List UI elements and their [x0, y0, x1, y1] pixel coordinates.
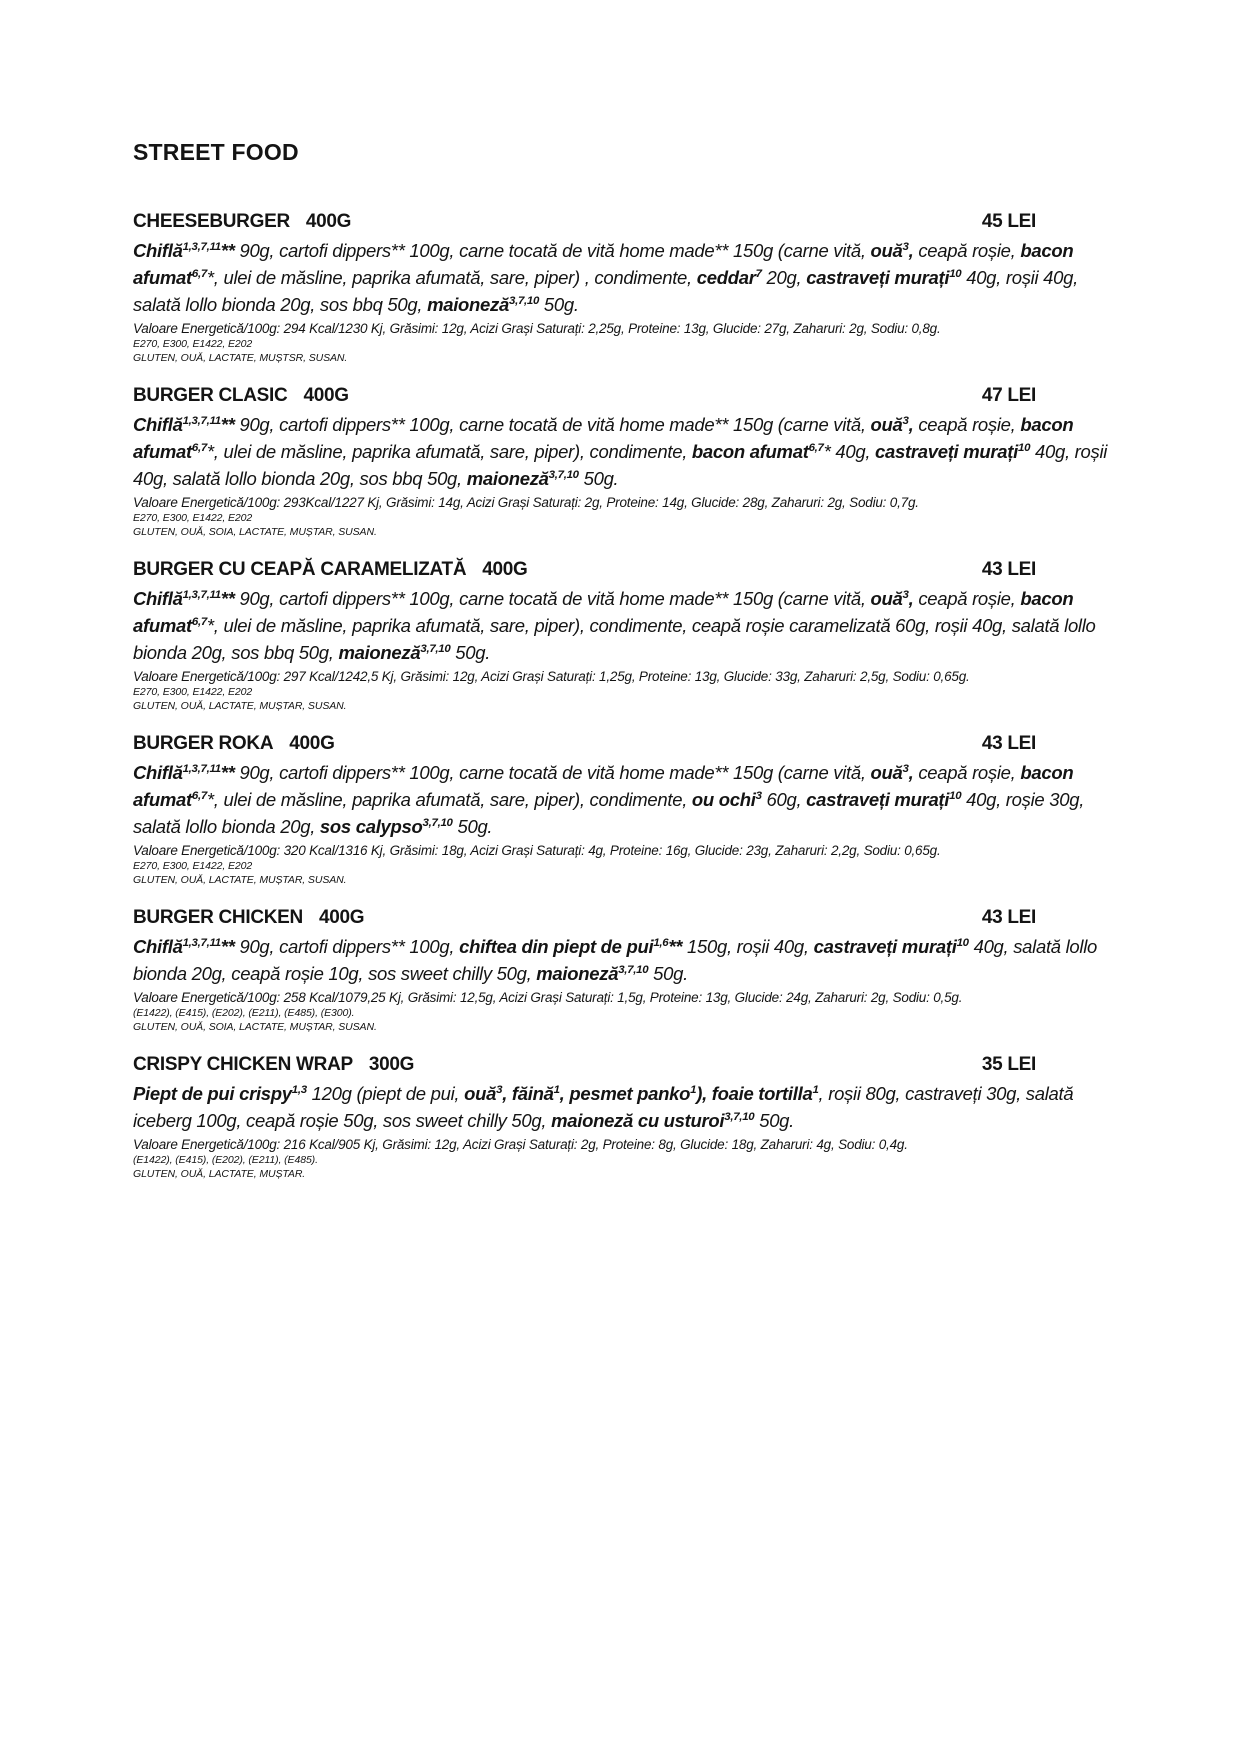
- description-segment: Chiflă: [133, 936, 183, 957]
- description-segment: ou ochi: [691, 789, 756, 810]
- item-name-group: [133, 384, 349, 407]
- menu-item-header: [133, 210, 1128, 233]
- description-segment: 3,7,10: [618, 963, 649, 976]
- description-segment: ceapă roșie,: [918, 762, 1021, 783]
- description-segment: 50g.: [452, 816, 493, 837]
- description-segment: 6,7: [191, 267, 207, 280]
- description-segment: Chiflă: [133, 240, 183, 261]
- menu-item-header: [133, 906, 1128, 929]
- item-nutrition: Valoare Energetică/100g: 297 Kcal/1242,5 Kj, Grăsimi: 12g, Acizi Grași Saturați: 1,25g, Proteine: 13g, Glucide: 33g, Zaharuri: 2,5g, Sodiu: 0,65g.: [133, 669, 970, 684]
- description-segment: 1: [690, 1083, 697, 1096]
- description-segment: 3: [755, 789, 762, 802]
- item-price: 35 LEI: [981, 1054, 1036, 1075]
- description-segment: 3: [902, 414, 909, 427]
- description-segment: 60g,: [761, 789, 807, 810]
- description-segment: sos calypso: [319, 816, 423, 837]
- item-additives: E270, E300, E1422, E202: [133, 686, 253, 698]
- menu-item: [133, 732, 1128, 886]
- item-nutrition: Valoare Energetică/100g: 294 Kcal/1230 Kj, Grăsimi: 12g, Acizi Grași Saturați: 2,25g, Proteine: 13g, Glucide: 27g, Zaharuri: 2g, Sodiu: 0,8g.: [133, 321, 941, 336]
- description-segment: 1,3: [291, 1083, 307, 1096]
- description-segment: 1,6: [653, 936, 669, 949]
- description-segment: 10: [956, 936, 969, 949]
- item-allergens: GLUTEN, OUĂ, SOIA, LACTATE, MUȘTAR, SUSAN.: [133, 525, 377, 538]
- description-segment: 7: [755, 267, 762, 280]
- description-segment: 3: [902, 588, 909, 601]
- item-weight: 400G: [305, 211, 352, 232]
- item-weight: 400G: [289, 733, 335, 754]
- description-segment: bacon afumat: [133, 414, 1074, 462]
- description-segment: foaie tortilla: [711, 1083, 813, 1104]
- item-allergens: GLUTEN, OUĂ, SOIA, LACTATE, MUȘTAR, SUSAN.: [133, 1020, 377, 1033]
- description-segment: 3,7,10: [420, 642, 451, 655]
- description-segment: maioneză: [338, 642, 421, 663]
- description-segment: 120g (piept de pui,: [306, 1083, 465, 1104]
- description-segment: **: [220, 240, 235, 261]
- description-segment: 50g.: [450, 642, 491, 663]
- description-segment: bacon afumat: [691, 441, 809, 462]
- item-allergens: GLUTEN, OUĂ, LACTATE, MUȘTAR.: [133, 1167, 306, 1180]
- description-segment: 1,3,7,11: [182, 762, 221, 775]
- item-price: 43 LEI: [981, 733, 1036, 754]
- menu-item: [133, 1053, 1128, 1180]
- menu-item-header: [133, 732, 1128, 755]
- description-segment: ,: [908, 762, 919, 783]
- item-nutrition: Valoare Energetică/100g: 216 Kcal/905 Kj, Grăsimi: 12g, Acizi Grași Saturați: 2g, Proteine: 8g, Glucide: 18g, Zaharuri: 4g, Sodiu: 0,4g.: [133, 1137, 908, 1152]
- description-segment: 10: [1017, 441, 1031, 454]
- description-segment: ,: [502, 1083, 512, 1104]
- item-additives: (E1422), (E415), (E202), (E211), (E485), (E300).: [133, 1007, 355, 1019]
- description-segment: 50g.: [648, 963, 688, 984]
- description-segment: 50g.: [754, 1110, 795, 1131]
- item-price: 43 LEI: [981, 559, 1036, 580]
- description-segment: 1: [812, 1083, 819, 1096]
- menu-item-list: [133, 210, 1128, 1180]
- description-segment: castraveți murați: [875, 441, 1018, 462]
- menu-item-header: [133, 558, 1128, 581]
- item-allergens: GLUTEN, OUĂ, LACTATE, MUȘTSR, SUSAN.: [133, 351, 348, 364]
- description-segment: *, ulei de măsline, paprika afumată, sare, piper) , condimente,: [206, 267, 697, 288]
- description-segment: 40g, roșii 40g, salată lollo bionda 20g, sos bbq 50g,: [133, 267, 1078, 315]
- description-segment: ,: [908, 588, 919, 609]
- description-segment: 3,7,10: [422, 816, 453, 829]
- item-weight: 400G: [482, 559, 528, 580]
- description-segment: Chiflă: [133, 588, 183, 609]
- description-segment: 40g, salată lollo bionda 20g, ceapă roșie 10g, sos sweet chilly 50g,: [133, 936, 1098, 984]
- menu-item-header: [133, 384, 1128, 407]
- description-segment: ceapă roșie,: [918, 414, 1021, 435]
- item-description: [133, 411, 1128, 492]
- description-segment: bacon afumat: [133, 240, 1074, 288]
- description-segment: ceapă roșie,: [918, 240, 1021, 261]
- description-segment: 1,3,7,11: [182, 936, 221, 949]
- description-segment: 150g, roșii 40g,: [682, 936, 814, 957]
- menu-item-header: [133, 1053, 1128, 1076]
- description-segment: Chiflă: [133, 762, 183, 783]
- menu-item: [133, 384, 1128, 538]
- description-segment: ouă: [870, 414, 903, 435]
- page-title: STREET FOOD: [133, 139, 299, 165]
- description-segment: 20g,: [761, 267, 807, 288]
- description-segment: 6,7: [191, 789, 207, 802]
- description-segment: 1,3,7,11: [182, 240, 221, 253]
- description-segment: 40g, roșie 30g, salată lollo bionda 20g,: [133, 789, 1085, 837]
- description-segment: 50g.: [539, 294, 579, 315]
- description-segment: **: [668, 936, 683, 957]
- description-segment: **: [220, 588, 235, 609]
- description-segment: **: [220, 762, 235, 783]
- description-segment: maioneză: [427, 294, 509, 315]
- description-segment: maioneză cu usturoi: [551, 1110, 725, 1131]
- item-name: BURGER CU CEAPĂ CARAMELIZATĂ: [133, 559, 467, 580]
- description-segment: *, ulei de măsline, paprika afumată, sare, piper), condimente, ceapă roșie caramelizată 60g, roșii 40g, salată lollo bionda 20g, sos bbq 50g,: [133, 615, 1096, 663]
- item-nutrition: Valoare Energetică/100g: 320 Kcal/1316 Kj, Grăsimi: 18g, Acizi Grași Saturați: 4g, Proteine: 16g, Glucide: 23g, Zaharuri: 2,2g, Sodiu: 0,65g.: [133, 843, 941, 858]
- description-segment: *, ulei de măsline, paprika afumată, sare, piper), condimente,: [206, 789, 692, 810]
- item-additives: E270, E300, E1422, E202: [133, 338, 253, 350]
- item-description: [133, 585, 1128, 666]
- item-name-group: [133, 732, 335, 755]
- description-segment: castraveți murați: [806, 789, 950, 810]
- menu-item: [133, 906, 1128, 1033]
- menu-item: [133, 558, 1128, 712]
- description-segment: ,: [559, 1083, 570, 1104]
- item-additives: E270, E300, E1422, E202: [133, 512, 253, 524]
- item-name-group: [133, 558, 528, 581]
- item-name: CRISPY CHICKEN WRAP: [133, 1054, 353, 1075]
- description-segment: ouă: [870, 240, 903, 261]
- item-name: BURGER ROKA: [133, 733, 274, 754]
- description-segment: 90g, cartofi dippers** 100g,: [234, 936, 460, 957]
- description-segment: bacon afumat: [133, 762, 1074, 810]
- item-allergens: GLUTEN, OUĂ, LACTATE, MUȘTAR, SUSAN.: [133, 873, 347, 886]
- description-segment: 10: [949, 267, 962, 280]
- description-segment: **: [220, 414, 235, 435]
- description-segment: făină: [511, 1083, 554, 1104]
- description-segment: Chiflă: [133, 414, 183, 435]
- description-segment: ouă: [464, 1083, 497, 1104]
- description-segment: ,: [908, 240, 919, 261]
- description-segment: , roșii 80g, castraveți 30g, salată iceberg 100g, ceapă roșie 50g, sos sweet chilly 50g,: [133, 1083, 1074, 1131]
- item-nutrition: Valoare Energetică/100g: 258 Kcal/1079,25 Kj, Grăsimi: 12,5g, Acizi Grași Saturați: 1,5g, Proteine: 13g, Glucide: 24g, Zaharuri: 2g, Sodiu: 0,5g.: [133, 990, 963, 1005]
- item-name: CHEESEBURGER: [133, 211, 290, 232]
- description-segment: maioneză: [536, 963, 619, 984]
- item-nutrition: Valoare Energetică/100g: 293Kcal/1227 Kj, Grăsimi: 14g, Acizi Grași Saturați: 2g, Proteine: 14g, Glucide: 28g, Zaharuri: 2g, Sodiu: 0,7g.: [133, 495, 919, 510]
- item-name: BURGER CLASIC: [133, 385, 288, 406]
- item-price: 43 LEI: [981, 907, 1036, 928]
- item-weight: 300G: [368, 1054, 415, 1075]
- description-segment: 90g, cartofi dippers** 100g, carne tocată de vită home made** 150g (carne vită,: [234, 414, 871, 435]
- item-price: 45 LEI: [981, 211, 1036, 232]
- description-segment: 10: [949, 789, 962, 802]
- description-segment: 3,7,10: [724, 1110, 755, 1123]
- description-segment: ,: [908, 414, 919, 435]
- description-segment: 50g.: [578, 468, 619, 489]
- item-name-group: [133, 1053, 414, 1076]
- item-description: [133, 933, 1128, 987]
- description-segment: ouă: [870, 588, 903, 609]
- item-weight: 400G: [303, 385, 349, 406]
- description-segment: 3: [496, 1083, 503, 1096]
- item-description: [133, 1080, 1128, 1134]
- description-segment: 3: [902, 762, 909, 775]
- description-segment: 6,7: [191, 441, 207, 454]
- description-segment: 3,7,10: [548, 468, 579, 481]
- item-name: BURGER CHICKEN: [133, 907, 303, 928]
- description-segment: *, ulei de măsline, paprika afumată, sare, piper), condimente,: [206, 441, 692, 462]
- description-segment: 1: [553, 1083, 560, 1096]
- description-segment: 1,3,7,11: [182, 414, 221, 427]
- description-segment: ceapă roșie,: [918, 588, 1021, 609]
- description-segment: 90g, cartofi dippers** 100g, carne tocată de vită home made** 150g (carne vită,: [234, 762, 871, 783]
- item-name-group: [133, 210, 351, 233]
- description-segment: ),: [696, 1083, 712, 1104]
- item-description: [133, 237, 1128, 318]
- description-segment: * 40g,: [823, 441, 875, 462]
- item-additives: (E1422), (E415), (E202), (E211), (E485).: [133, 1154, 318, 1166]
- description-segment: 90g, cartofi dippers** 100g, carne tocată de vită home made** 150g (carne vită,: [234, 588, 871, 609]
- description-segment: ceddar: [696, 267, 756, 288]
- item-price: 47 LEI: [981, 385, 1036, 406]
- description-segment: bacon afumat: [133, 588, 1074, 636]
- description-segment: ouă: [870, 762, 903, 783]
- description-segment: 6,7: [191, 615, 207, 628]
- description-segment: 1,3,7,11: [182, 588, 221, 601]
- menu-item: [133, 210, 1128, 364]
- description-segment: chiftea din piept de pui: [459, 936, 654, 957]
- description-segment: **: [220, 936, 235, 957]
- description-segment: 3,7,10: [509, 294, 540, 307]
- description-segment: 40g, roșii 40g, salată lollo bionda 20g, sos bbq 50g,: [133, 441, 1108, 489]
- item-additives: E270, E300, E1422, E202: [133, 860, 253, 872]
- item-weight: 400G: [318, 907, 365, 928]
- description-segment: castraveți murați: [813, 936, 957, 957]
- description-segment: 3: [902, 240, 909, 253]
- item-description: [133, 759, 1128, 840]
- description-segment: pesmet panko: [569, 1083, 691, 1104]
- item-name-group: [133, 906, 364, 929]
- description-segment: Piept de pui crispy: [133, 1083, 292, 1104]
- item-allergens: GLUTEN, OUĂ, LACTATE, MUȘTAR, SUSAN.: [133, 699, 347, 712]
- description-segment: 90g, cartofi dippers** 100g, carne tocată de vită home made** 150g (carne vită,: [234, 240, 871, 261]
- description-segment: maioneză: [466, 468, 549, 489]
- description-segment: 6,7: [808, 441, 824, 454]
- description-segment: castraveți murați: [806, 267, 950, 288]
